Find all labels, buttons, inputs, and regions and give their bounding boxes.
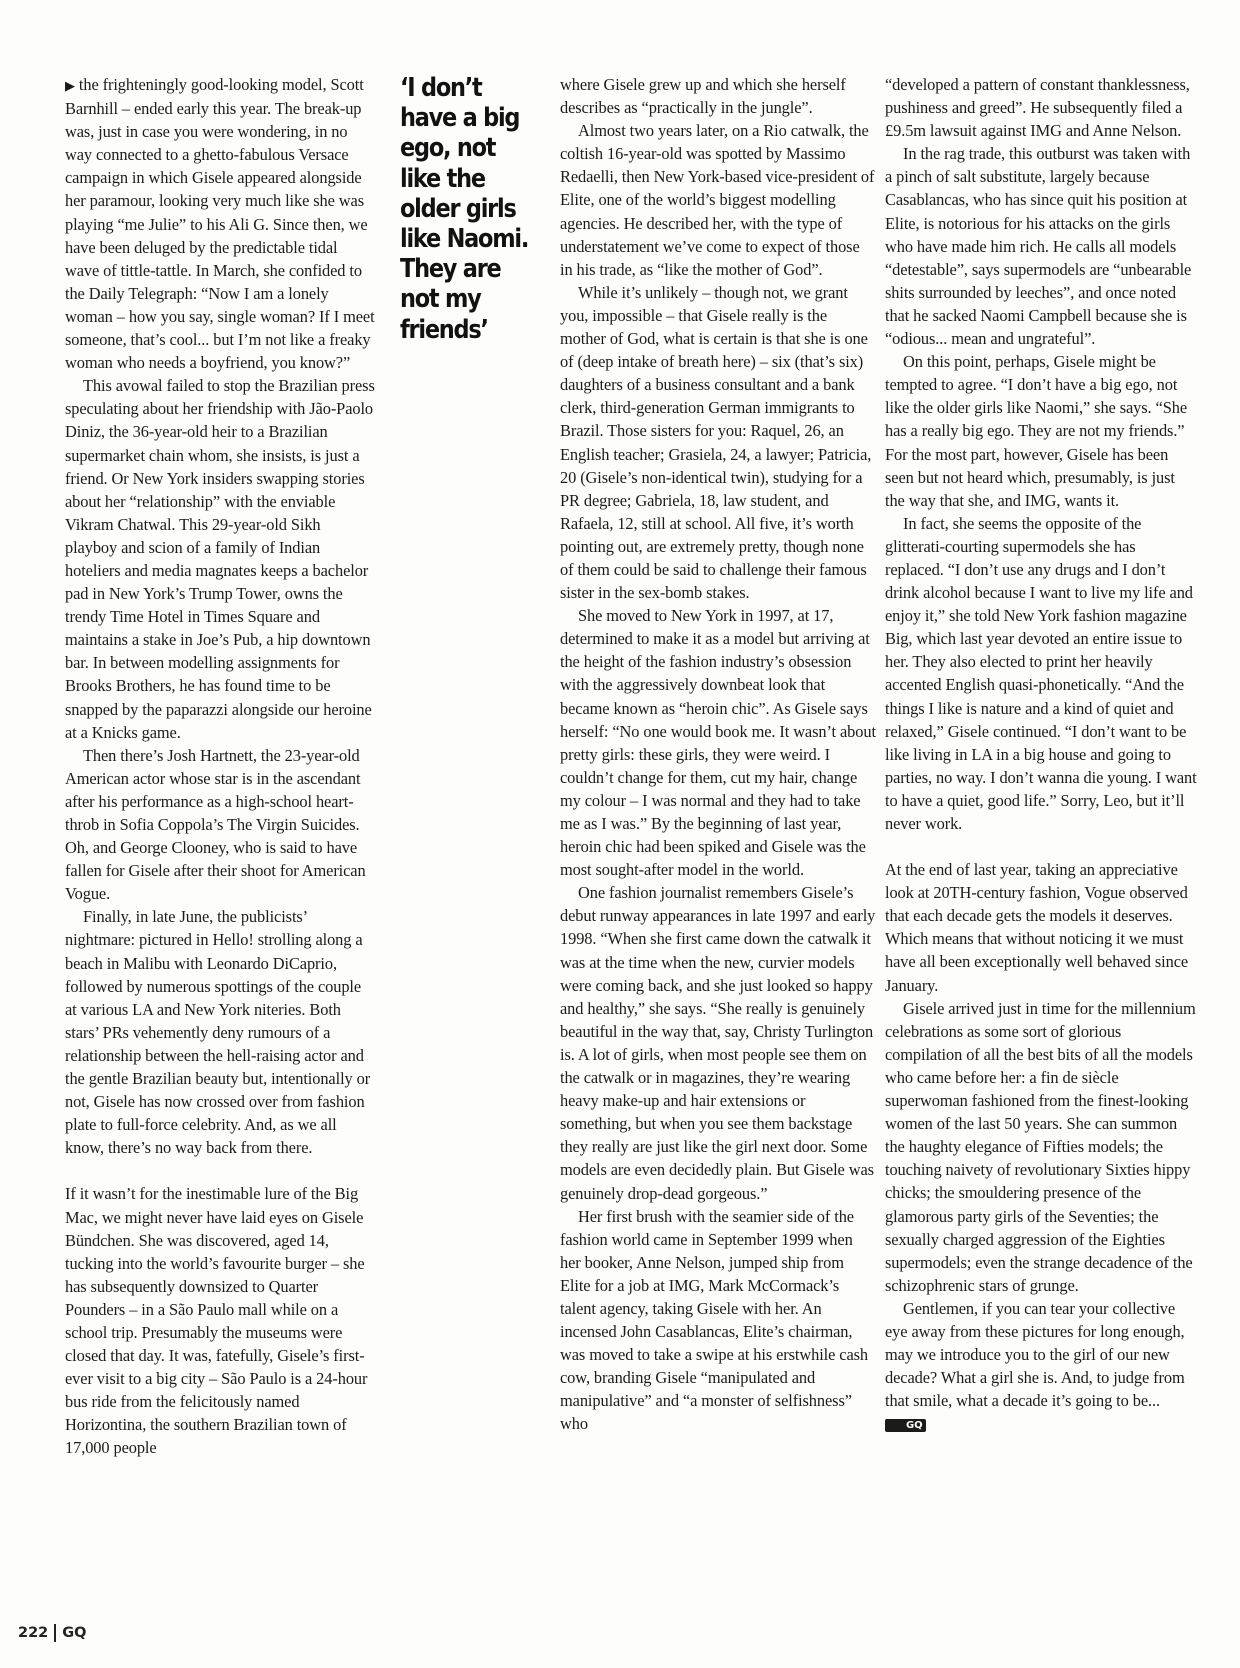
- paragraph: where Gisele grew up and which she herself describes as “practically in the jungle”.: [560, 75, 846, 118]
- paragraph: [65, 73, 375, 374]
- pull-quote: [400, 73, 541, 345]
- paragraph: “developed a pattern of constant thanklessness, pushiness and greed”. He subsequently filed a £9.5m lawsuit against IMG and Anne Nelson.: [885, 75, 1190, 141]
- paragraph-text: Gentlemen, if you can tear your collective eye away from these pictures for long enough, may we introduce you to the girl of our new decade? What a girl she is. And, to judge from that smile, what a decade it’s going to be...: [885, 1298, 1185, 1411]
- article-column-3: [560, 73, 876, 1436]
- magazine-name: GQ: [62, 1625, 87, 1641]
- paragraph: Her first brush with the seamier side of the fashion world came in September 1999 when her booker, Anne Nelson, jumped ship from Elite for a job at IMG, Mark McCormack’s talent agency, taking Gisele with her. An incensed John Casablancas, Elite’s chairman, was moved to take a swipe at his erstwhile cash cow, branding Gisele “manipulated and manipulative” and “a monster of selfishness” who: [560, 1206, 869, 1434]
- paragraph: If it wasn’t for the inestimable lure of the Big Mac, we might never have laid eyes on Gisele Bündchen. She was discovered, aged 14, tucking into the world’s favourite burger – she has subsequently downsized to Quarter Pounders – in a São Paulo mall while on a school trip. Presumably the museums were closed that day. It was, fatefully, Gisele’s first-ever visit to a big city – São Paulo is a 24-hour bus ride from the felicitously named Horizontina, the southern Brazilian town of 17,000 people: [65, 1184, 368, 1458]
- page-number: 222: [18, 1625, 49, 1641]
- paragraph: At the end of last year, taking an appreciative look at 20TH-century fashion, Vogue observed that each decade gets the models it deserves. Which means that without noticing it we must have all been exceptionally well behaved since January.: [885, 860, 1189, 995]
- paragraph: In the rag trade, this outburst was taken with a pinch of salt substitute, largely because Casablancas, who has since quit his position at Elite, is notorious for his attacks on the girls who have made him rich. He calls all models “detestable”, says supermodels are “unbearable shits surrounded by leeches”, and once noted that he sacked Naomi Campbell because she is “odious... mean and ungrateful”.: [885, 144, 1192, 349]
- pull-quote-text: ‘I don’t have a big ego, not like the older girls like Naomi. They are not my friends’: [400, 73, 529, 345]
- article-column-4: [885, 73, 1197, 1435]
- paragraph: On this point, perhaps, Gisele might be tempted to agree. “I don’t have a big ego, not like the older girls like Naomi,” she says. “She has a really big ego. They are not my friends.” For the most part, however, Gisele has been seen but not heard which, presumably, is just the way that she, and IMG, wants it.: [885, 352, 1187, 510]
- paragraph: Gisele arrived just in time for the millennium celebrations as some sort of glorious compilation of all the best bits of all the models who came before her: a fin de siècle superwoman fashioned from the finest-looking women of the last 50 years. She can summon the haughty elegance of Fifties models; the touching naivety of revolutionary Sixties hippy chicks; the smouldering presence of the glamorous party girls of the Seventies; the sexually charged aggression of the Eighties supermodels; even the strange decadence of the schizophrenic stars of grunge.: [885, 998, 1196, 1295]
- paragraph-text: the frighteningly good-looking model, Scott Barnhill – ended early this year. The break-up was, just in case you were wondering, in no way connected to a ghetto-fabulous Versace campaign in which Gisele appeared alongside her paramour, looking very much like she was playing “me Julie” to his Ali G. Since then, we have been deluged by the predictable tidal wave of tittle-tattle. In March, she confided to the Daily Telegraph: “Now I am a lonely woman – how you say, single woman? If I meet someone, that’s cool... but I’m not like a freaky woman who needs a boyfriend, you know?”: [65, 75, 375, 373]
- paragraph: Finally, in late June, the publicists’ nightmare: pictured in Hello! strolling along a beach in Malibu with Leonardo DiCaprio, followed by numerous spottings of the couple at various LA and New York niteries. Both stars’ PRs vehemently deny rumours of a relationship between the hell-raising actor and the gentle Brazilian beauty but, intentionally or not, Gisele has now crossed over from fashion plate to full-force celebrity. And, as we all know, there’s no way back from there.: [65, 907, 371, 1158]
- continued-arrow-icon: ▶: [65, 78, 75, 93]
- page-footer: [18, 1624, 87, 1642]
- paragraph: This avowal failed to stop the Brazilian press speculating about her friendship with Jão-Paolo Diniz, the 36-year-old heir to a Brazilian supermarket chain whom, she insists, is just a friend. Or New York insiders swapping stories about her “relationship” with the enviable Vikram Chatwal. This 29-year-old Sikh playboy and scion of a family of Indian hoteliers and media magnates keeps a bachelor pad in New York’s Trump Tower, owns the trendy Time Hotel in Times Square and maintains a stake in Joe’s Pub, a hip downtown bar. In between modelling assignments for Brooks Brothers, he has found time to be snapped by the paparazzi alongside our heroine at a Knicks game.: [65, 376, 375, 742]
- article-column-1: [65, 73, 375, 1460]
- end-mark-icon: GQ: [885, 1419, 926, 1432]
- paragraph: While it’s unlikely – though not, we grant you, impossible – that Gisele really is the mother of God, what is certain is that she is one of (deep intake of breath here) – six (that’s six) daughters of a business consultant and a bank clerk, third-generation German immigrants to Brazil. Those sisters for you: Raquel, 26, an English teacher; Grasiela, 24, a lawyer; Patricia, 20 (Gisele’s non-identical twin), studying for a PR degree; Gabriela, 18, law student, and Rafaela, 12, still at school. All five, it’s worth pointing out, are extremely pretty, though none of them could be said to challenge their famous sister in the sex-bomb stakes.: [560, 282, 872, 603]
- paragraph: She moved to New York in 1997, at 17, determined to make it as a model but arriving at the height of the fashion industry’s obsession with the aggressively downbeat look that became known as “heroin chic”. As Gisele says herself: “No one would book me. It wasn’t about pretty girls: these girls, they were weird. I couldn’t change for them, cut my hair, change my colour – I was normal and they had to take me as I was.” By the beginning of last year, heroin chic had been spiked and Gisele was the most sought-after model in the world.: [560, 606, 876, 880]
- paragraph: One fashion journalist remembers Gisele’s debut runway appearances in late 1997 and early 1998. “When she first came down the catwalk it was at the time when the new, curvier models were coming back, and she just looked so happy and healthy,” she says. “She really is genuinely beautiful in the way that, say, Christy Turlington is. A lot of girls, when most people see them on the catwalk or in magazines, they’re wearing heavy make-up and hair extensions or something, but when you see them backstage they really are just like the girl next door. Some models are even decidedly plain. But Gisele was genuinely drop-dead gorgeous.”: [560, 883, 876, 1203]
- footer-divider: [54, 1624, 56, 1642]
- paragraph: In fact, she seems the opposite of the glitterati-courting supermodels she has replaced. “I don’t use any drugs and I don’t drink alcohol because I want to live my life and enjoy it,” she told New York fashion magazine Big, which last year devoted an entire issue to her. They also elected to print her heavily accented English quasi-phonetically. “And the things I like is nature and a kind of quiet and relaxed,” Gisele continued. “I don’t want to be like living in LA in a big house and going to parties, no way. I don’t wanna die young. I want to have a quiet, good life.” Sorry, Leo, but it’ll never work.: [885, 513, 1197, 833]
- paragraph: Almost two years later, on a Rio catwalk, the coltish 16-year-old was spotted by Massimo Redaelli, then New York-based vice-president of Elite, one of the world’s biggest modelling agencies. He described her, with the type of understatement we’ve come to expect of those in his trade, as “like the mother of God”.: [560, 121, 875, 279]
- paragraph: [885, 1297, 1197, 1436]
- paragraph: Then there’s Josh Hartnett, the 23-year-old American actor whose star is in the ascendant after his performance as a high-school heart-throb in Sofia Coppola’s The Virgin Suicides. Oh, and George Clooney, who is said to have fallen for Gisele after their shoot for American Vogue.: [65, 745, 366, 904]
